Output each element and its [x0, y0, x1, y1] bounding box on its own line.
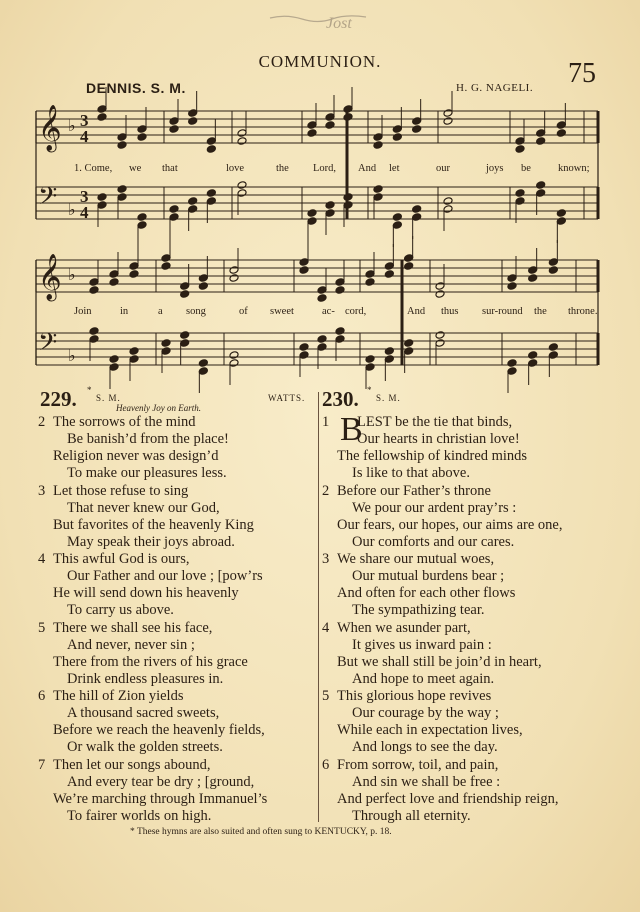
hymn-229-subtitle: Heavenly Joy on Earth. [116, 403, 201, 413]
note-head [325, 209, 335, 218]
lyric-word: that [162, 163, 178, 174]
note-head [188, 109, 198, 118]
music-score [0, 0, 640, 400]
verse-number: 3 [322, 551, 330, 567]
note-head [515, 145, 525, 154]
verse-line: Our fears, our hopes, our aims are one, [337, 516, 563, 533]
verse-number: 5 [38, 619, 46, 636]
verse-line: LEST be the tie that binds, [357, 414, 513, 430]
verse-line: The sorrows of the mind [53, 414, 196, 430]
verse-line: He will send down his heavenly [53, 585, 239, 601]
verse-line: Before our Father’s throne [337, 482, 491, 499]
note-head [129, 262, 139, 271]
note-head [229, 274, 239, 283]
bass-clef-icon: 𝄢 [38, 328, 58, 363]
verse-line: Our hearts in christian love! [357, 431, 520, 447]
note-head [299, 343, 309, 352]
note-head [307, 209, 317, 218]
lyric-word: 1. Come, [74, 163, 113, 174]
note-head [161, 254, 171, 263]
note-head [169, 213, 179, 222]
note-head [412, 125, 422, 134]
lyric-word: thus [441, 306, 459, 317]
note-head [548, 266, 558, 275]
note-head [180, 339, 190, 348]
note-head [237, 189, 247, 198]
note-head [515, 197, 525, 206]
verse-line: But favorites of the heavenly King [53, 516, 254, 533]
note-head [161, 347, 171, 356]
lyric-word: Lord, [313, 163, 337, 174]
hymn-230-meter: S. M. [376, 393, 401, 403]
note-head [117, 133, 127, 142]
note-head [237, 129, 247, 138]
note-head [392, 133, 402, 142]
flat-key-icon: ♭ [68, 200, 76, 219]
note-head [373, 185, 383, 194]
note-head [507, 367, 517, 376]
note-head [97, 105, 107, 114]
note-head [365, 363, 375, 372]
note-head [109, 270, 119, 279]
time-signature-top: 3 [80, 187, 89, 206]
note-head [373, 133, 383, 142]
hymn-229-meter: S. M. [96, 393, 121, 403]
lyric-word: we [129, 163, 142, 174]
note-head [137, 221, 147, 230]
note-head [137, 125, 147, 134]
note-head [404, 262, 414, 271]
note-head [237, 137, 247, 146]
lyric-word: be [521, 163, 531, 174]
note-head [373, 193, 383, 202]
verse-line: The hill of Zion yields [53, 688, 184, 704]
note-head [335, 286, 345, 295]
note-head [129, 347, 139, 356]
note-head [404, 347, 414, 356]
note-head [528, 266, 538, 275]
verse-line: Then let our songs abound, [53, 756, 211, 773]
note-head [109, 355, 119, 364]
verse-line: This awful God is ours, [53, 551, 190, 567]
note-head [556, 209, 566, 218]
note-head [556, 129, 566, 138]
note-head [161, 262, 171, 271]
note-head [443, 117, 453, 126]
lyric-word: cord, [345, 306, 367, 317]
verse-line: A thousand sacred sweets, [67, 705, 220, 721]
verse-line: Our comforts and our cares. [352, 533, 515, 550]
note-head [229, 266, 239, 275]
verse-line: To fairer worlds on high. [67, 807, 212, 824]
verse-line: Through all eternity. [352, 807, 471, 824]
note-head [384, 270, 394, 279]
lyric-word: love [226, 163, 245, 174]
note-head [109, 363, 119, 372]
lyric-word: the [534, 306, 547, 317]
verse-line: And hope to meet again. [352, 670, 495, 687]
lyric-word: joys [486, 163, 504, 174]
note-head [188, 117, 198, 126]
lyric-word: the [276, 163, 289, 174]
note-head [443, 205, 453, 214]
flat-key-icon: ♭ [68, 346, 76, 365]
page-number: 75 [568, 58, 596, 89]
lyric-word: our [436, 163, 450, 174]
note-head [507, 359, 517, 368]
verse-line: And sin we shall be free : [352, 773, 501, 790]
verse-line: Drink endless pleasures in. [67, 670, 224, 687]
note-head [325, 113, 335, 122]
note-head [528, 274, 538, 283]
time-signature-bottom: 4 [80, 203, 89, 222]
section-title: COMMUNION. [258, 52, 382, 71]
flat-key-icon: ♭ [68, 116, 76, 135]
note-head [229, 351, 239, 360]
verse-line: And longs to see the day. [352, 739, 498, 755]
note-head [180, 290, 190, 299]
composer: H. G. NAGELI. [456, 82, 534, 94]
pencil-mark-text: Jost [326, 15, 352, 32]
note-head [129, 355, 139, 364]
verse-line: While each in expectation lives, [337, 722, 523, 738]
note-head [89, 278, 99, 287]
verse-line: Before we reach the heavenly fields, [53, 722, 265, 738]
note-head [435, 331, 445, 340]
treble-clef-icon: 𝄞 [38, 105, 62, 151]
verse-line: Our Father and our love ; [pow’rs [67, 568, 263, 584]
verse-line: That never knew our God, [67, 499, 220, 516]
note-head [404, 339, 414, 348]
verse-line: Is like to that above. [352, 465, 470, 481]
verse-line: Or walk the golden streets. [67, 739, 223, 755]
note-head [169, 205, 179, 214]
verse-number: 7 [38, 756, 46, 773]
lyric-word: known; [558, 163, 590, 174]
lyric-word: let [389, 163, 400, 174]
note-head [307, 129, 317, 138]
note-head [365, 270, 375, 279]
verse-line: And never, never sin ; [67, 636, 195, 653]
note-head [335, 278, 345, 287]
note-head [117, 185, 127, 194]
note-head [443, 109, 453, 118]
note-head [229, 359, 239, 368]
lyric-word: And [358, 163, 377, 174]
verse-line: Our courage by the way ; [352, 705, 499, 721]
verse-line: We share our mutual woes, [337, 551, 495, 567]
note-head [237, 181, 247, 190]
verse-number: 2 [322, 482, 330, 499]
note-head [89, 286, 99, 295]
note-head [206, 145, 216, 154]
verse-line: There we shall see his face, [53, 619, 213, 636]
hymn-229-marker: * [87, 385, 93, 395]
verse-line: When we asunder part, [337, 619, 471, 636]
verse-line: And every tear be dry ; [ground, [67, 773, 255, 790]
note-head [548, 258, 558, 267]
verse-number: 1 [322, 414, 330, 430]
note-head [536, 129, 546, 138]
verse-line: Our mutual burdens bear ; [352, 568, 505, 584]
hymn-229-number: 229. [40, 387, 77, 411]
note-head [180, 331, 190, 340]
note-head [198, 359, 208, 368]
note-head [206, 189, 216, 198]
note-head [299, 351, 309, 360]
note-head [317, 294, 327, 303]
note-head [384, 262, 394, 271]
verse-line: The sympathizing tear. [352, 602, 485, 618]
verse-number: 2 [38, 414, 46, 430]
column-divider [318, 392, 319, 822]
note-head [307, 121, 317, 130]
lyric-word: throne. [568, 306, 598, 317]
verse-number: 3 [38, 482, 46, 499]
verse-line: Let those refuse to sing [53, 482, 189, 499]
note-head [443, 197, 453, 206]
note-head [169, 117, 179, 126]
note-head [515, 137, 525, 146]
time-signature-bottom: 4 [80, 127, 89, 146]
time-signature-top: 3 [80, 111, 89, 130]
note-head [536, 181, 546, 190]
verse-line: It gives us inward pain : [352, 636, 492, 653]
flat-key-icon: ♭ [68, 265, 76, 284]
note-head [89, 327, 99, 336]
verse-line: The fellowship of kindred minds [337, 448, 528, 464]
verse-line: To make our pleasures less. [67, 465, 227, 481]
note-head [129, 270, 139, 279]
note-head [206, 137, 216, 146]
lyric-word: sur-round [482, 306, 523, 317]
note-head [412, 117, 422, 126]
note-head [335, 327, 345, 336]
lyric-word: Join [74, 306, 92, 317]
lyric-word: sweet [270, 306, 294, 317]
note-head [206, 197, 216, 206]
note-head [507, 282, 517, 291]
note-head [89, 335, 99, 344]
hymn-230-number: 230. [322, 387, 359, 411]
note-head [365, 278, 375, 287]
hymn-229-author: WATTS. [268, 393, 306, 403]
note-head [97, 193, 107, 202]
note-head [325, 201, 335, 210]
lyric-word: ac- [322, 306, 335, 317]
note-head [109, 278, 119, 287]
note-head [188, 197, 198, 206]
verse-line: To carry us above. [67, 602, 174, 618]
verse-line: Be banish’d from the place! [67, 431, 229, 447]
note-head [556, 121, 566, 130]
verse-line: And often for each other flows [337, 585, 516, 601]
verse-number: 5 [322, 688, 330, 704]
note-head [556, 217, 566, 226]
note-head [117, 141, 127, 150]
lyric-word: song [186, 306, 206, 317]
verse-line: From sorrow, toil, and pain, [337, 756, 499, 773]
note-head [169, 125, 179, 134]
note-head [97, 113, 107, 122]
note-head [137, 213, 147, 222]
note-head [137, 133, 147, 142]
note-head [117, 193, 127, 202]
lyric-word: in [120, 306, 129, 317]
note-head [392, 125, 402, 134]
note-head [317, 343, 327, 352]
note-head [299, 266, 309, 275]
lyric-word: And [407, 306, 426, 317]
note-head [528, 351, 538, 360]
note-head [384, 347, 394, 356]
note-head [435, 282, 445, 291]
note-head [325, 121, 335, 130]
note-head [180, 282, 190, 291]
drop-cap-letter: B [340, 411, 363, 448]
note-head [507, 274, 517, 283]
verse-line: There from the rivers of his grace [53, 653, 248, 670]
note-head [528, 359, 538, 368]
verse-number: 4 [38, 551, 46, 567]
footnote: * These hymns are also suited and often sung to KENTUCKY, p. 18. [130, 827, 392, 837]
note-head [412, 213, 422, 222]
note-head [536, 137, 546, 146]
note-head [198, 274, 208, 283]
hymn-230-marker: * [367, 385, 373, 395]
note-head [161, 339, 171, 348]
note-head [97, 201, 107, 210]
note-head [317, 286, 327, 295]
verse-line: We pour our ardent pray’rs : [352, 499, 517, 516]
treble-clef-icon: 𝄞 [38, 254, 62, 300]
note-head [384, 355, 394, 364]
note-head [365, 355, 375, 364]
verse-line: But we shall still be join’d in heart, [337, 653, 542, 670]
note-head [299, 258, 309, 267]
note-head [515, 189, 525, 198]
note-head [188, 205, 198, 214]
note-head [435, 290, 445, 299]
note-head [404, 254, 414, 263]
verse-number: 6 [322, 756, 330, 773]
note-head [548, 351, 558, 360]
note-head [392, 213, 402, 222]
note-head [435, 339, 445, 348]
verse-line: And perfect love and friendship reign, [337, 790, 559, 807]
note-head [198, 282, 208, 291]
note-head [548, 343, 558, 352]
verse-line: We’re marching through Immanuel’s [53, 790, 268, 807]
verse-number: 6 [38, 688, 46, 704]
note-head [198, 367, 208, 376]
verse-line: Religion never was design’d [53, 448, 219, 464]
lyric-word: a [158, 306, 163, 317]
note-head [536, 189, 546, 198]
verse-line: May speak their joys abroad. [67, 533, 235, 550]
verse-line: This glorious hope revives [337, 688, 492, 704]
note-head [307, 217, 317, 226]
note-head [392, 221, 402, 230]
verse-number: 4 [322, 619, 330, 636]
note-head [373, 141, 383, 150]
note-head [335, 335, 345, 344]
lyric-word: of [239, 306, 248, 317]
tune-name: DENNIS. S. M. [86, 80, 186, 96]
note-head [317, 335, 327, 344]
bass-clef-icon: 𝄢 [38, 182, 58, 217]
note-head [412, 205, 422, 214]
